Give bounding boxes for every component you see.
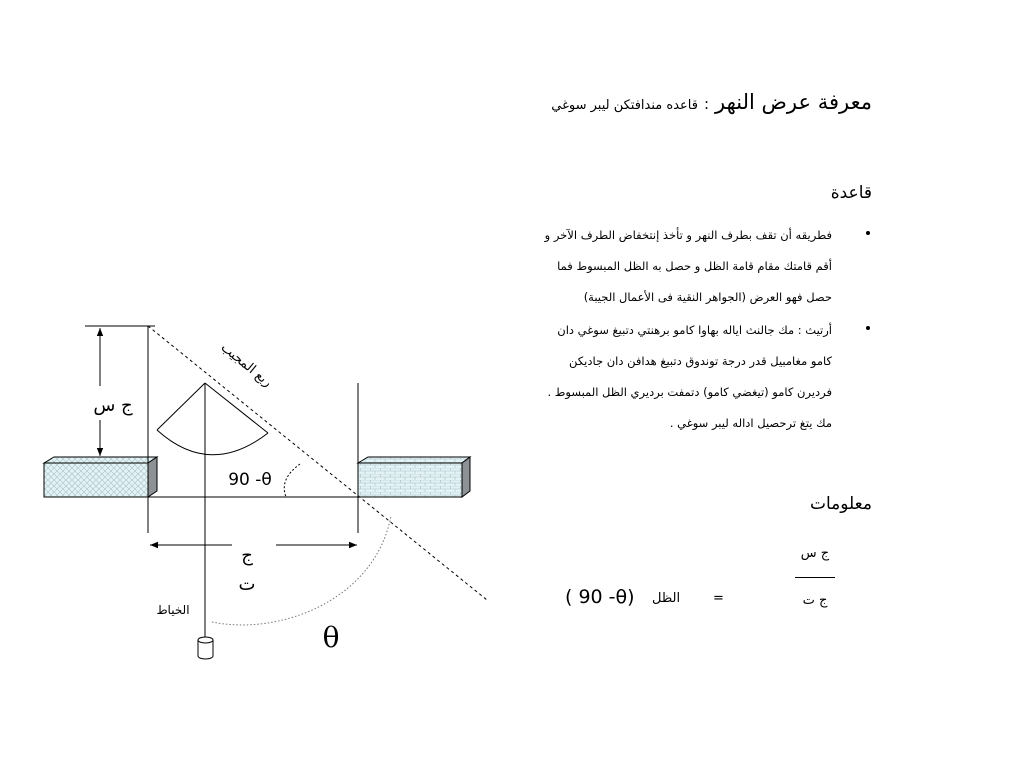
bullet-line: مك يتغ ترحصيل اداله ليبر سوغي . [669, 416, 832, 430]
right-bank-front-face [358, 463, 462, 497]
left-bank-side-face [148, 457, 157, 497]
right-bank-top-face [358, 457, 470, 463]
formula-numerator: ج س [800, 546, 830, 561]
bullet-line: أرتيث : مك جالنث اياله بهاوا كامو برهنتي دتبيغ سوغي دان [557, 323, 832, 337]
width-label-top: ج [241, 545, 253, 566]
rule-bullet-list [545, 220, 832, 439]
bullet-dot-icon [866, 231, 870, 235]
formula-argument: ( 90 -θ) [565, 586, 635, 608]
theta-label: θ [322, 621, 340, 654]
plumb-weight-icon [198, 637, 213, 659]
bullet-line: فرديرن كامو (تيغضي كامو) دتمفت برديري الظل المبسوط . [547, 385, 832, 399]
right-bank-side-face [462, 457, 470, 497]
complement-angle-arc [284, 464, 300, 497]
river-width-diagram [0, 0, 500, 700]
slide-title-main: معرفة عرض النهر [715, 90, 872, 114]
bullet-line: كامو مغامبيل قدر درجة توندوق دتبيغ هدافن دان جاديكن [569, 354, 832, 368]
complement-angle-label: 90 -θ [228, 470, 272, 490]
rule-bullet-1 [545, 220, 832, 313]
theta-arc [212, 516, 391, 625]
slide-title-separator: : [703, 95, 710, 113]
quadrant-label: ربع المجيب [217, 340, 275, 391]
quadrant-arc [157, 430, 268, 455]
bullet-dot-icon [866, 326, 870, 330]
quadrant-left-edge [157, 383, 205, 430]
slide-title [551, 90, 872, 115]
left-bank-block [44, 457, 157, 497]
formula-denominator: ج ت [802, 593, 828, 608]
slide-title-sub: قاعده مندافتكن ليبر سوغي [551, 98, 698, 113]
quadrant-instrument [157, 383, 268, 455]
left-bank-top-face [44, 457, 157, 463]
rule-heading: قاعدة [830, 183, 872, 203]
height-label: ج س [93, 395, 133, 416]
formula-equals: = [713, 591, 724, 606]
formula-function: الظل [652, 591, 681, 606]
formula-fraction-bar [795, 577, 835, 578]
bullet-line: فطريقه أن تقف بطرف النهر و تأخذ إنتخفاض الطرف الآخر و [544, 228, 832, 242]
width-label-bottom: ت [238, 574, 256, 595]
rule-bullet-2 [545, 315, 832, 439]
info-heading: معلومات [809, 494, 872, 514]
bullet-line: حصل فهو العرض (الجواهر النقية فى الأعمال الجيبة) [583, 290, 832, 304]
left-bank-front-face [44, 463, 148, 497]
bullet-line: أقم قامتك مقام قامة الظل و حصل به الظل المبسوط فما [557, 259, 832, 273]
right-bank-block [358, 457, 470, 497]
quadrant-right-edge [205, 383, 268, 433]
plumb-label: الخياط [156, 603, 190, 617]
